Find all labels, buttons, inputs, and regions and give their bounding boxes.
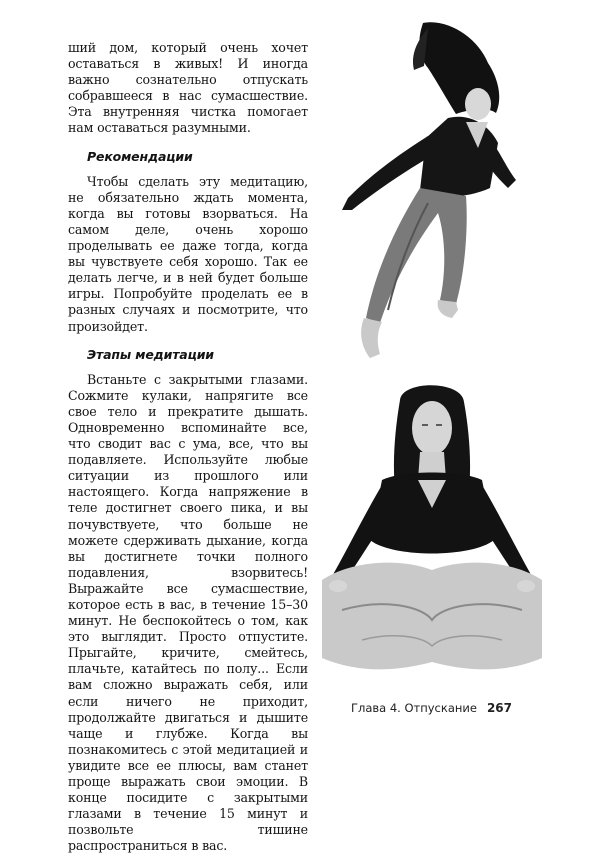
intro-paragraph: ший дом, который очень хочет оставаться в живых! И иногда важно сознательно отпускать собравшееся в нас сумасшествие. Эта внутренняя чистка помогает нам оставаться разумными. [68,40,308,136]
photo-jumping-woman [328,18,528,373]
photo-seated-woman [322,380,542,680]
text-column [68,40,308,855]
recommendations-paragraph: Чтобы сделать эту медитацию, не обязательно ждать момента, когда вы готовы взорваться. На самом деле, очень хорошо проделывать ее даже тогда, когда вы чувствуете себя хорошо. Так ее делать легче, и в ней будет больше игры. Попробуйте проделать ее в разных случаях и посмотрите, что произойдет. [68,173,308,334]
page-number: 267 [486,701,512,715]
heading-recommendations: Рекомендации [87,148,193,164]
stages-paragraph: Встаньте с закрытыми глазами. Сожмите кулаки, напрягите все свое тело и прекратите дышать. Одновременно вспоминайте все, что сводит вас с ума, все, что вы подавляете. Используйте любые ситуации из прошлого или настоящего. Когда напряжение в теле достигнет своего пика, и вы почувствуете, что больше не можете сдерживать дыхание, когда вы достигнете точки полного подавления, взорвитесь! Выражайте все сумасшествие, которое есть в вас, в течение 15–30 минут. Не беспокойтесь о том, как это выглядит. Просто отпустите. Прыгайте, кричите, смейтесь, плачьте, катайтесь по полу... Если вам сложно выражать себя, или если ничего не приходит, продолжайте двигаться и дышите чаще и глубже. Когда вы познакомитесь с этой медитацией и увидите все ее плюсы, вам станет проще выражать свои эмоции. В конце посидите с закрытыми глазами в течение 15 минут и позвольте тишине распространиться в вас. [68,371,308,854]
page-footer [351,701,512,715]
chapter-title: Глава 4. Отпускание [350,701,477,715]
heading-meditation-stages: Этапы медитации [87,346,214,362]
